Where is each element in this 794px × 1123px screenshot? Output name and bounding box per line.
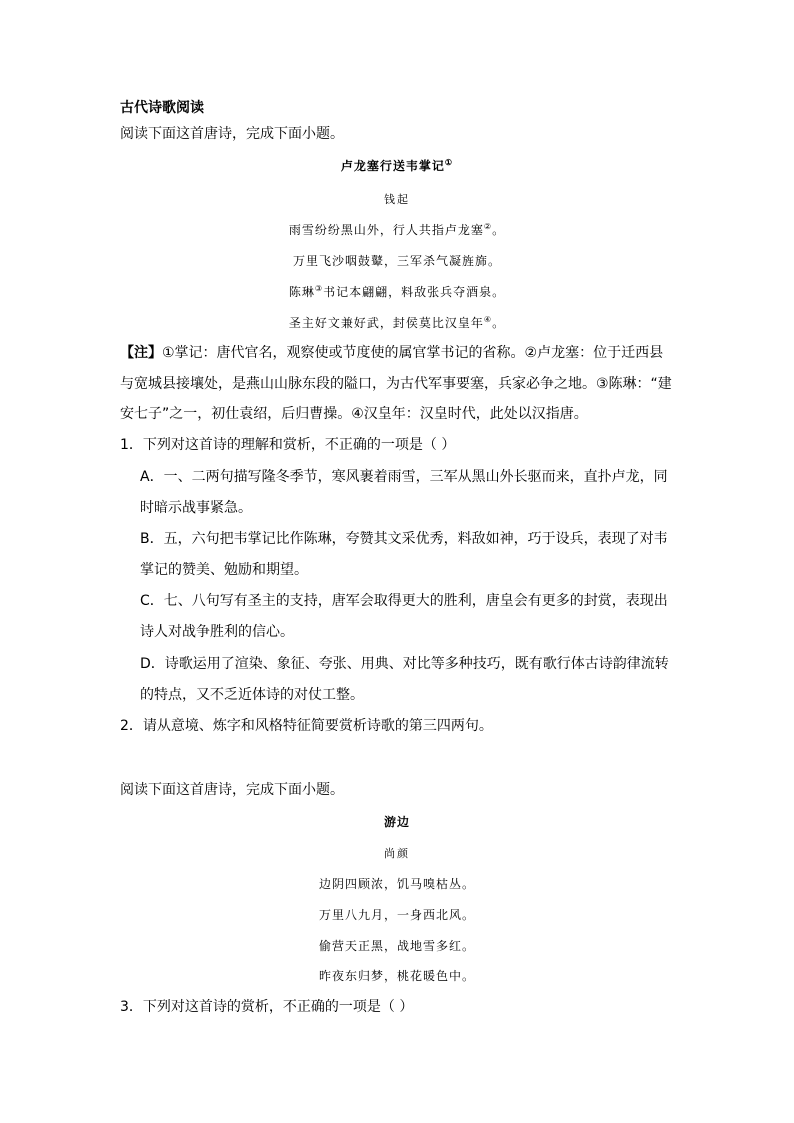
question-3-stem: 3．下列对这首诗的赏析，不正确的一项是（ ） — [120, 999, 414, 1015]
q1-option-a-line1: A．一、二两句描写隆冬季节，寒风裹着雨雪，三军从黑山外长驱而来，直扑卢龙，同 — [140, 469, 668, 485]
poem1-line-text-end: 。 — [492, 223, 506, 237]
note-line — [120, 343, 674, 363]
poem1-line-text: 雨雪纷纷黑山外，行人共指卢龙塞 — [288, 223, 484, 237]
q1-option-d-line2: 的特点，又不乏近体诗的对仗工整。 — [140, 687, 364, 703]
note-text: ①掌记：唐代官名，观察使或节度使的属官掌书记的省称。②卢龙塞：位于迁西县 — [162, 345, 664, 361]
poem1-line-text: 圣主好文兼好武，封侯莫比汉皇年 — [288, 316, 484, 330]
poem1-line — [0, 313, 794, 333]
poem1-line-text-end: 书记本翩翩，料敌张兵夺酒泉。 — [323, 285, 506, 299]
q1-option-d-line1: D．诗歌运用了渲染、象征、夸张、用典、对比等多种技巧，既有歌行体古诗韵律流转 — [140, 656, 669, 672]
poem1-title — [0, 156, 794, 176]
poem2-line: 偷营天正黑，战地雪多红。 — [318, 939, 475, 953]
poem2-line: 昨夜东归梦，桃花暖色中。 — [318, 969, 475, 983]
section-title: 古代诗歌阅读 — [120, 100, 204, 116]
note-heading: 【注】 — [120, 345, 162, 361]
footnote-mark: ③ — [314, 284, 324, 293]
poem1-line-text-end: 。 — [492, 316, 506, 330]
question-1-stem: 1．下列对这首诗的理解和赏析，不正确的一项是（ ） — [120, 437, 456, 453]
poem1-line — [0, 220, 794, 240]
reading-instruction-2: 阅读下面这首唐诗，完成下面小题。 — [120, 782, 344, 798]
poem2-author: 尚颜 — [384, 847, 410, 860]
note-line: 与宽城县接壤处，是燕山山脉东段的隘口，为古代军事要塞，兵家必争之地。③陈琳：“建 — [120, 376, 672, 392]
question-2-stem: 2．请从意境、炼字和风格特征简要赏析诗歌的第三四两句。 — [120, 718, 493, 734]
poem1-line-text: 陈琳 — [288, 285, 315, 299]
footnote-mark: ④ — [483, 315, 493, 324]
poem2-line: 万里八九月，一身西北风。 — [318, 908, 475, 922]
poem1-author: 钱起 — [384, 193, 410, 206]
poem1-title-text: 卢龙塞行送韦掌记 — [340, 159, 445, 173]
poem1-line-text: 万里飞沙咽鼓鼙，三军杀气凝旌旆。 — [292, 254, 501, 268]
poem1-title-footnote-mark: ① — [444, 157, 454, 167]
poem1-line — [0, 251, 794, 271]
poem1-line — [0, 282, 794, 302]
q1-option-c-line2: 诗人对战争胜利的信心。 — [140, 624, 294, 640]
poem2-line: 边阴四顾浓，饥马嗅枯丛。 — [318, 877, 475, 891]
note-line: 安七子”之一，初仕袁绍，后归曹操。④汉皇年：汉皇时代，此处以汉指唐。 — [120, 406, 588, 422]
footnote-mark: ② — [483, 222, 493, 231]
q1-option-b-line1: B．五，六句把韦掌记比作陈琳，夸赞其文采优秀，料敌如神，巧于设兵，表现了对韦 — [140, 531, 668, 547]
q1-option-b-line2: 掌记的赞美、勉励和期望。 — [140, 562, 308, 578]
q1-option-a-line2: 时暗示战事紧急。 — [140, 500, 252, 516]
reading-instruction-1: 阅读下面这首唐诗，完成下面小题。 — [120, 126, 344, 142]
poem2-title: 游边 — [383, 815, 410, 829]
q1-option-c-line1: C．七、八句写有圣主的支持，唐军会取得更大的胜利，唐皇会有更多的封赏，表现出 — [140, 593, 668, 609]
